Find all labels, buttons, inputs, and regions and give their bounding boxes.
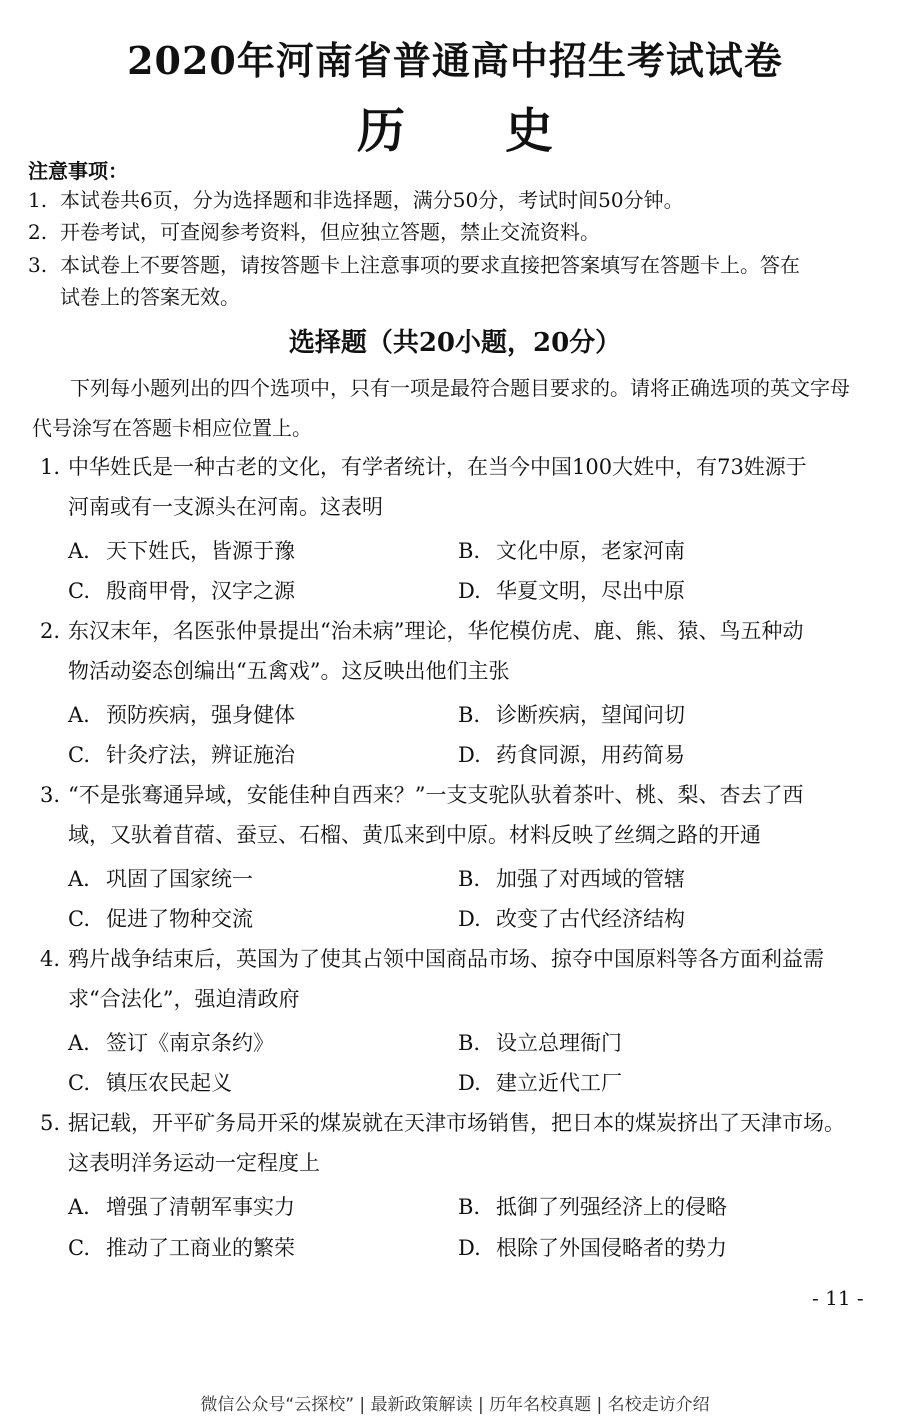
option-text: 针灸疗法，辨证施治 (106, 743, 295, 767)
option-text: 增强了清朝军事实力 (106, 1195, 295, 1219)
note-number: 2. (28, 220, 48, 244)
question-5-option-d[interactable] (458, 1232, 727, 1262)
question-2-option-a[interactable] (68, 699, 295, 729)
question-3-stem (40, 775, 855, 815)
question-2-stem-cont (40, 651, 855, 691)
option-text: 巩固了国家统一 (106, 867, 253, 891)
note-text: 开卷考试，可查阅参考资料，但应独立答题，禁止交流资料。 (60, 220, 600, 244)
note-number: 1. (28, 188, 48, 212)
notes-heading: 注意事项： (28, 159, 128, 183)
option-letter: D. (458, 1236, 481, 1260)
note-item (28, 248, 858, 282)
option-text: 诊断疾病，望闻问切 (496, 703, 685, 727)
section-instruction: 下列每小题列出的四个选项中，只有一项是最符合题目要求的。请将正确选项的英文字母代号涂写在答题卡相应位置上。 (32, 376, 850, 440)
question-4-stem (40, 939, 855, 979)
option-letter: A. (68, 539, 90, 563)
option-text: 推动了工商业的繁荣 (106, 1236, 295, 1260)
question-text-continued: 这表明洋务运动一定程度上 (68, 1151, 320, 1175)
question-5-option-b[interactable] (458, 1191, 727, 1221)
footer-banner: 微信公众号“云探校” | 最新政策解读 | 历年名校真题 | 名校走访介绍 (200, 1395, 710, 1415)
question-3-stem-cont (40, 815, 855, 855)
question-4-option-c[interactable] (68, 1067, 232, 1097)
option-letter: D. (458, 907, 481, 931)
question-number: 3. (40, 783, 61, 807)
question-1-stem (40, 447, 855, 487)
option-text: 改变了古代经济结构 (496, 907, 685, 931)
option-letter: C. (68, 1071, 90, 1095)
note-number: 3. (28, 253, 48, 277)
option-text: 药食同源，用药简易 (496, 743, 685, 767)
question-text-continued: 求“合法化”，强迫清政府 (68, 987, 300, 1011)
exam-title: 2020年河南省普通高中招生考试试卷 (127, 38, 783, 83)
option-text: 天下姓氏，皆源于豫 (106, 539, 295, 563)
option-text: 华夏文明，尽出中原 (496, 579, 685, 603)
question-4-option-a[interactable] (68, 1027, 274, 1057)
option-letter: A. (68, 703, 90, 727)
question-number: 1. (40, 455, 61, 479)
option-letter: B. (458, 703, 481, 727)
question-1-stem-cont (40, 487, 855, 527)
option-text: 抵御了列强经济上的侵略 (496, 1195, 727, 1219)
question-5-stem (40, 1103, 855, 1143)
option-letter: C. (68, 907, 90, 931)
question-2-stem (40, 611, 855, 651)
question-1-option-b[interactable] (458, 535, 685, 565)
option-letter: C. (68, 1236, 90, 1260)
option-text: 镇压农民起义 (106, 1071, 232, 1095)
question-3-option-d[interactable] (458, 903, 685, 933)
option-letter: B. (458, 1031, 481, 1055)
note-text: 本试卷上不要答题，请按答题卡上注意事项的要求直接把答案填写在答题卡上。答在 (60, 253, 800, 277)
option-letter: D. (458, 743, 481, 767)
note-item (28, 183, 858, 217)
question-text: 东汉末年，名医张仲景提出“治未病”理论，华佗模仿虎、鹿、熊、猿、鸟五种动 (68, 619, 804, 643)
question-5-option-c[interactable] (68, 1232, 295, 1262)
note-text: 本试卷共6页，分为选择题和非选择题，满分50分，考试时间50分钟。 (60, 188, 684, 212)
question-4-stem-cont (40, 979, 855, 1019)
option-letter: D. (458, 1071, 481, 1095)
option-text: 促进了物种交流 (106, 907, 253, 931)
question-5-option-a[interactable] (68, 1191, 295, 1221)
question-2-option-d[interactable] (458, 739, 685, 769)
subject-title: 历史 (356, 103, 653, 159)
note-text-continued: 试卷上的答案无效。 (60, 285, 240, 309)
question-1-option-d[interactable] (458, 575, 685, 605)
note-continuation (28, 280, 858, 314)
question-1-option-c[interactable] (68, 575, 295, 605)
option-letter: B. (458, 867, 481, 891)
question-text: 据记载，开平矿务局开采的煤炭就在天津市场销售，把日本的煤炭挤出了天津市场。 (68, 1111, 845, 1135)
option-letter: C. (68, 579, 90, 603)
note-item (28, 215, 858, 249)
page-number: - 11 - (812, 1286, 864, 1310)
option-letter: B. (458, 539, 481, 563)
question-text: 鸦片战争结束后，英国为了使其占领中国商品市场、掠夺中国原料等各方面利益需 (68, 947, 824, 971)
question-4-option-b[interactable] (458, 1027, 622, 1057)
option-text: 加强了对西域的管辖 (496, 867, 685, 891)
question-3-option-a[interactable] (68, 863, 253, 893)
section-heading: 选择题（共20小题，20分） (288, 328, 622, 358)
question-2-option-b[interactable] (458, 699, 685, 729)
option-text: 文化中原，老家河南 (496, 539, 685, 563)
question-text: “不是张骞通异域，安能佳种自西来？”一支支驼队驮着茶叶、桃、梨、杏去了西 (68, 783, 804, 807)
question-4-option-d[interactable] (458, 1067, 622, 1097)
question-1-option-a[interactable] (68, 535, 295, 565)
question-text-continued: 物活动姿态创编出“五禽戏”。这反映出他们主张 (68, 659, 510, 683)
option-text: 根除了外国侵略者的势力 (496, 1236, 727, 1260)
question-number: 2. (40, 619, 61, 643)
option-text: 建立近代工厂 (496, 1071, 622, 1095)
option-letter: D. (458, 579, 481, 603)
question-3-option-b[interactable] (458, 863, 685, 893)
option-text: 签订《南京条约》 (106, 1031, 274, 1055)
question-number: 5. (40, 1111, 61, 1135)
option-letter: B. (458, 1195, 481, 1219)
option-letter: A. (68, 1195, 90, 1219)
option-letter: A. (68, 867, 90, 891)
option-text: 设立总理衙门 (496, 1031, 622, 1055)
option-text: 预防疾病，强身健体 (106, 703, 295, 727)
question-text-continued: 河南或有一支源头在河南。这表明 (68, 495, 383, 519)
question-text: 中华姓氏是一种古老的文化，有学者统计，在当今中国100大姓中，有73姓源于 (68, 455, 807, 479)
question-number: 4. (40, 947, 61, 971)
option-letter: A. (68, 1031, 90, 1055)
question-text-continued: 域，又驮着苜蓿、蚕豆、石榴、黄瓜来到中原。材料反映了丝绸之路的开通 (68, 823, 761, 847)
question-2-option-c[interactable] (68, 739, 295, 769)
option-text: 殷商甲骨，汉字之源 (106, 579, 295, 603)
question-3-option-c[interactable] (68, 903, 253, 933)
question-5-stem-cont (40, 1143, 855, 1183)
option-letter: C. (68, 743, 90, 767)
